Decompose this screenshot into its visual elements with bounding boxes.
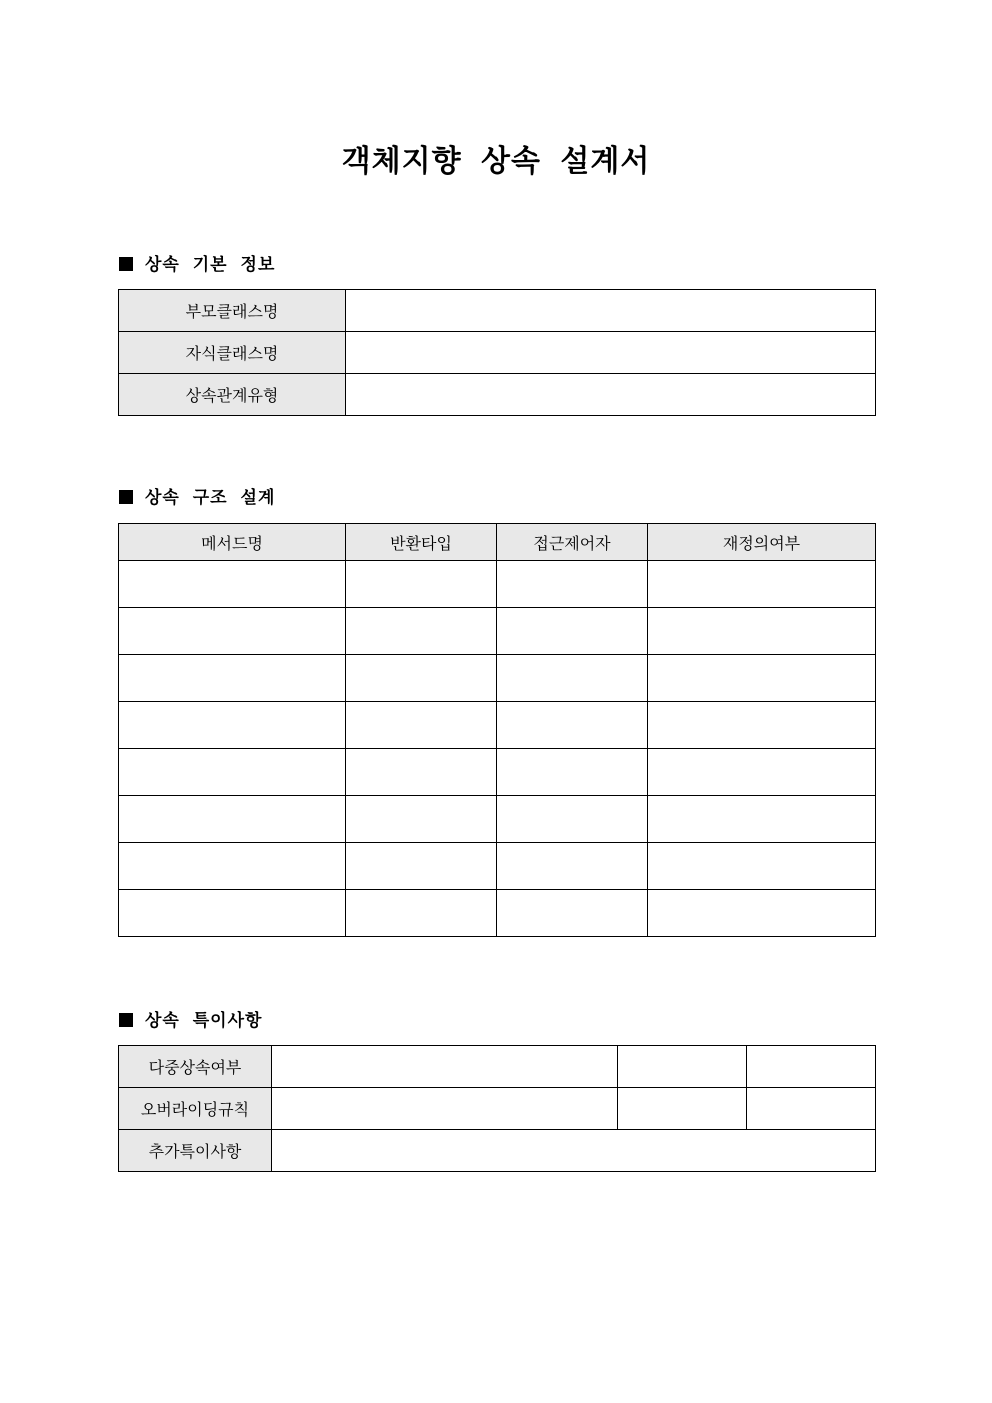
- table-cell[interactable]: [497, 608, 648, 655]
- table-cell[interactable]: [346, 702, 497, 749]
- table-row: [119, 796, 876, 843]
- table-cell[interactable]: [119, 796, 346, 843]
- additional-notes-label: 추가특이사항: [119, 1130, 272, 1172]
- table-row: [119, 843, 876, 890]
- table-cell[interactable]: [346, 608, 497, 655]
- parent-class-field[interactable]: [346, 290, 876, 332]
- table-header-row: [119, 524, 876, 561]
- section-heading-text: 상속 구조 설계: [145, 488, 276, 508]
- table-cell[interactable]: [497, 655, 648, 702]
- document-title: 객체지향 상속 설계서: [341, 144, 651, 179]
- multiple-inheritance-label: 다중상속여부: [119, 1046, 272, 1088]
- table-row: [119, 702, 876, 749]
- special-notes-table: [118, 1045, 876, 1172]
- table-cell[interactable]: [648, 749, 876, 796]
- square-bullet-icon: [119, 257, 133, 271]
- square-bullet-icon: [119, 490, 133, 504]
- table-cell[interactable]: [119, 749, 346, 796]
- table-row: [119, 561, 876, 608]
- section-heading-text: 상속 특이사항: [145, 1011, 263, 1031]
- child-class-label: 자식클래스명: [119, 332, 346, 374]
- table-cell[interactable]: [747, 1088, 876, 1130]
- table-cell[interactable]: [648, 655, 876, 702]
- overriding-rules-label: 오버라이딩규칙: [119, 1088, 272, 1130]
- table-cell[interactable]: [346, 843, 497, 890]
- table-cell[interactable]: [648, 890, 876, 937]
- multiple-inheritance-field[interactable]: [272, 1046, 618, 1088]
- table-cell[interactable]: [119, 843, 346, 890]
- table-cell[interactable]: [119, 608, 346, 655]
- table-row: [119, 1046, 876, 1088]
- table-row: [119, 608, 876, 655]
- table-row: [119, 890, 876, 937]
- table-cell[interactable]: [346, 655, 497, 702]
- column-header-method-name: 메서드명: [119, 524, 346, 561]
- table-cell[interactable]: [119, 890, 346, 937]
- inheritance-type-label: 상속관계유형: [119, 374, 346, 416]
- table-row: [119, 1088, 876, 1130]
- parent-class-label: 부모클래스명: [119, 290, 346, 332]
- table-cell[interactable]: [497, 890, 648, 937]
- overriding-rules-field[interactable]: [272, 1088, 618, 1130]
- table-cell[interactable]: [497, 702, 648, 749]
- table-cell[interactable]: [346, 561, 497, 608]
- table-cell[interactable]: [119, 702, 346, 749]
- table-cell[interactable]: [346, 890, 497, 937]
- table-cell[interactable]: [119, 561, 346, 608]
- table-cell[interactable]: [346, 796, 497, 843]
- square-bullet-icon: [119, 1013, 133, 1027]
- table-cell[interactable]: [648, 702, 876, 749]
- column-header-return-type: 반환타입: [346, 524, 497, 561]
- child-class-field[interactable]: [346, 332, 876, 374]
- table-row: [119, 655, 876, 702]
- section-heading-basic-info: [119, 255, 275, 275]
- table-row: [119, 1130, 876, 1172]
- table-row: [119, 749, 876, 796]
- structure-design-table: [118, 523, 876, 937]
- basic-info-table: [118, 289, 876, 416]
- table-cell[interactable]: [618, 1046, 747, 1088]
- table-cell[interactable]: [497, 796, 648, 843]
- table-cell[interactable]: [648, 796, 876, 843]
- section-heading-special-notes: [119, 1011, 262, 1031]
- table-cell[interactable]: [119, 655, 346, 702]
- table-cell[interactable]: [648, 561, 876, 608]
- section-heading-structure: [119, 488, 275, 508]
- table-cell[interactable]: [648, 608, 876, 655]
- table-cell[interactable]: [497, 749, 648, 796]
- table-cell[interactable]: [497, 561, 648, 608]
- table-cell[interactable]: [346, 749, 497, 796]
- table-row: [119, 290, 876, 332]
- table-row: [119, 332, 876, 374]
- table-cell[interactable]: [618, 1088, 747, 1130]
- table-cell[interactable]: [497, 843, 648, 890]
- inheritance-type-field[interactable]: [346, 374, 876, 416]
- table-row: [119, 374, 876, 416]
- section-heading-text: 상속 기본 정보: [145, 255, 276, 275]
- column-header-access-modifier: 접근제어자: [497, 524, 648, 561]
- additional-notes-field[interactable]: [272, 1130, 876, 1172]
- column-header-override: 재정의여부: [648, 524, 876, 561]
- table-cell[interactable]: [648, 843, 876, 890]
- table-cell[interactable]: [747, 1046, 876, 1088]
